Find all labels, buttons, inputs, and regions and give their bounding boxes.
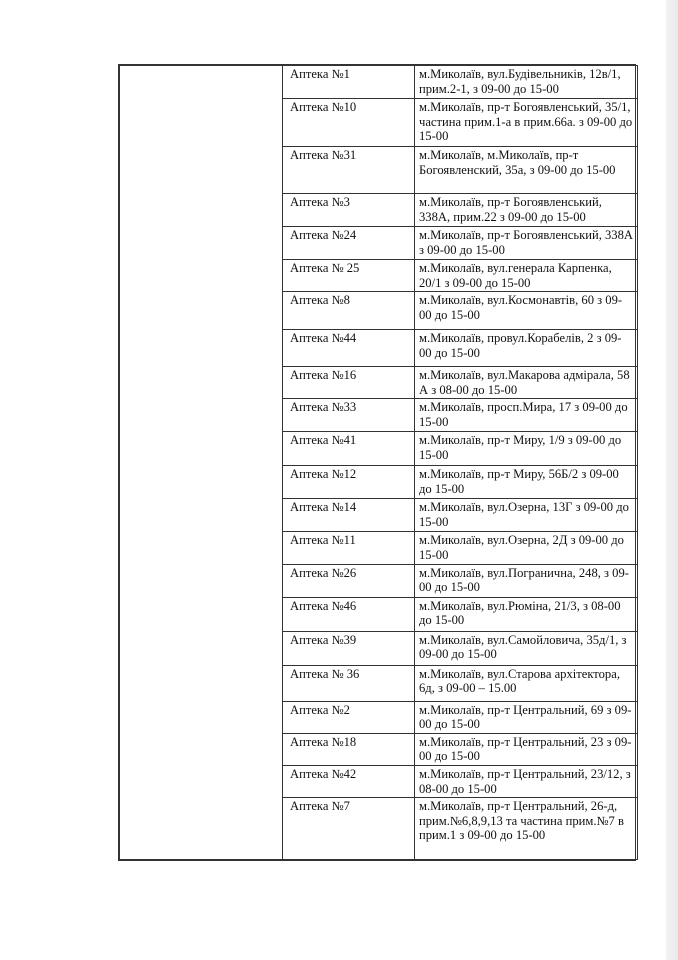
pharmacy-address: м.Миколаїв, вул.Погранична, 248, з 09-00 до 15-00 [415,564,638,597]
pharmacy-table [119,65,638,860]
pharmacy-address: м.Миколаїв, вул.Макарова адмірала, 58 А з 08-00 до 15-00 [415,367,638,399]
pharmacy-address: м.Миколаїв, вул.Самойловича, 35д/1, з 09-00 до 15-00 [415,631,638,665]
pharmacy-address: м.Миколаїв, пр-т Богоявленський, 338А з 09-00 до 15-00 [415,227,638,260]
pharmacy-address: м.Миколаїв, пр-т Центральний, 23/12, з 08-00 до 15-00 [415,765,638,797]
pharmacy-name: Аптека №39 [283,631,415,665]
pharmacy-table-container [118,64,636,861]
pharmacy-address: м.Миколаїв, пр-т Центральний, 69 з 09-00 до 15-00 [415,701,638,733]
empty-merged-cell [120,66,283,860]
pharmacy-address: м.Миколаїв, просп.Мира, 17 з 09-00 до 15-00 [415,399,638,432]
pharmacy-name: Аптека №18 [283,733,415,765]
pharmacy-name: Аптека №11 [283,532,415,564]
pharmacy-name: Аптека №1 [283,66,415,99]
table-row [120,66,638,99]
pharmacy-address: м.Миколаїв, пр-т Богоявленський, 338А, прим.22 з 09-00 до 15-00 [415,194,638,227]
pharmacy-address: м.Миколаїв, вул.Космонавтів, 60 з 09-00 до 15-00 [415,292,638,330]
pharmacy-name: Аптека №7 [283,798,415,860]
page-edge-shadow [666,0,678,960]
pharmacy-address: м.Миколаїв, вул.Старова архітектора, 6д, з 09-00 – 15.00 [415,665,638,701]
pharmacy-name: Аптека №46 [283,597,415,631]
pharmacy-name: Аптека № 25 [283,260,415,292]
pharmacy-name: Аптека №42 [283,765,415,797]
pharmacy-address: м.Миколаїв, пр-т Миру, 1/9 з 09-00 до 15-00 [415,432,638,466]
pharmacy-name: Аптека №41 [283,432,415,466]
pharmacy-name: Аптека №8 [283,292,415,330]
pharmacy-name: Аптека №10 [283,99,415,147]
pharmacy-name: Аптека №14 [283,499,415,532]
pharmacy-address: м.Миколаїв, м.Миколаїв, пр-т Богоявленский, 35а, з 09-00 до 15-00 [415,147,638,194]
pharmacy-address: м.Миколаїв, вул.Рюміна, 21/3, з 08-00 до 15-00 [415,597,638,631]
pharmacy-name: Аптека №31 [283,147,415,194]
pharmacy-address: м.Миколаїв, пр-т Центральний, 26-д, прим.№6,8,9,13 та частина прим.№7 в прим.1 з 09-00 до 15-00 [415,798,638,860]
pharmacy-name: Аптека №3 [283,194,415,227]
pharmacy-name: Аптека №12 [283,466,415,499]
pharmacy-name: Аптека №16 [283,367,415,399]
pharmacy-name: Аптека №33 [283,399,415,432]
pharmacy-address: м.Миколаїв, пр-т Миру, 56Б/2 з 09-00 до 15-00 [415,466,638,499]
pharmacy-name: Аптека № 36 [283,665,415,701]
pharmacy-address: м.Миколаїв, вул.Озерна, 2Д з 09-00 до 15-00 [415,532,638,564]
pharmacy-address: м.Миколаїв, вул.Будівельників, 12в/1, прим.2-1, з 09-00 до 15-00 [415,66,638,99]
pharmacy-address: м.Миколаїв, вул.Озерна, 13Г з 09-00 до 15-00 [415,499,638,532]
pharmacy-address: м.Миколаїв, провул.Корабелів, 2 з 09-00 до 15-00 [415,330,638,367]
pharmacy-name: Аптека №2 [283,701,415,733]
pharmacy-name: Аптека №44 [283,330,415,367]
pharmacy-address: м.Миколаїв, пр-т Центральний, 23 з 09-00 до 15-00 [415,733,638,765]
pharmacy-address: м.Миколаїв, вул.генерала Карпенка, 20/1 з 09-00 до 15-00 [415,260,638,292]
pharmacy-name: Аптека №26 [283,564,415,597]
pharmacy-address: м.Миколаїв, пр-т Богоявленський, 35/1, частина прим.1-а в прим.66а. з 09-00 до 15-00 [415,99,638,147]
pharmacy-name: Аптека №24 [283,227,415,260]
